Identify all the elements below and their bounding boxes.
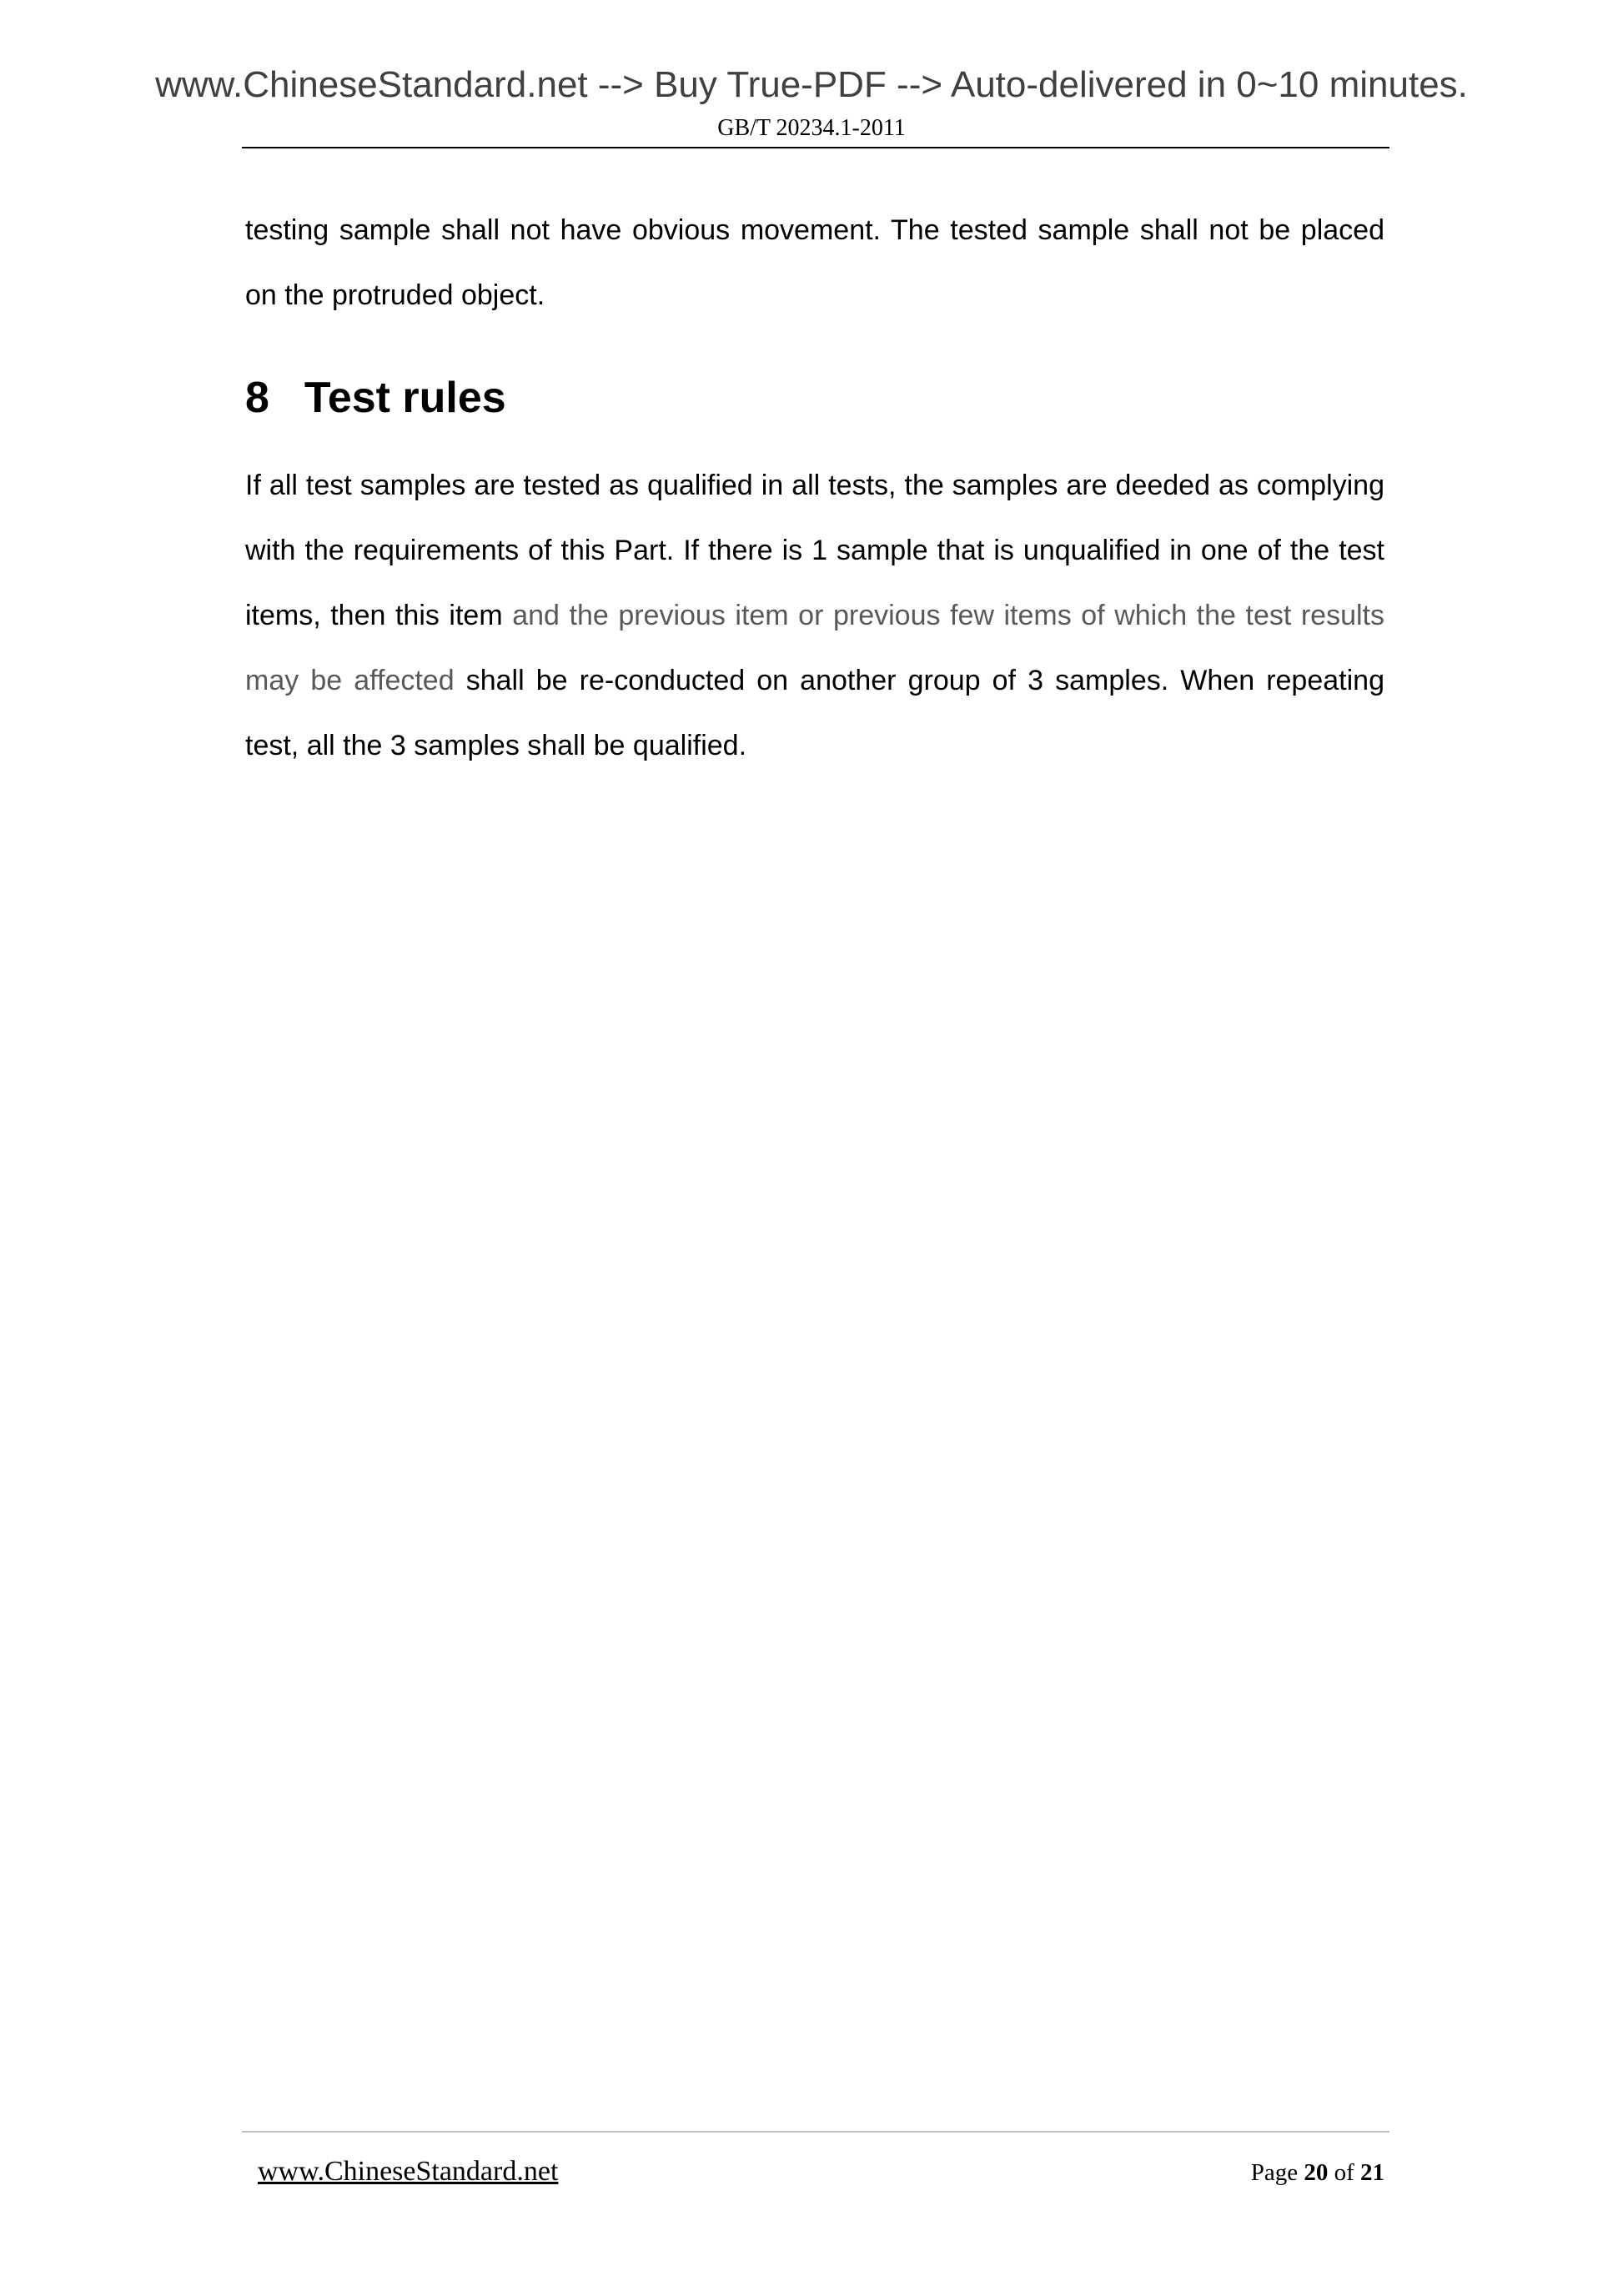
page-of: of <box>1334 2159 1354 2186</box>
header-banner: www.ChineseStandard.net --> Buy True-PDF --> Auto-delivered in 0~10 minutes. <box>155 64 1468 105</box>
paragraph-text-part3: shall be re-conducted on another group of 3 samples. When repeating test, all the 3 samples shall be qualified. <box>245 665 1384 761</box>
page-current: 20 <box>1304 2159 1329 2186</box>
header-divider <box>242 147 1389 148</box>
section-number: 8 <box>245 374 269 422</box>
section-title: Test rules <box>304 374 506 422</box>
paragraph-test-rules <box>245 453 1384 778</box>
paragraph-text-grey: and the previous item or previous few items of which the test results may be affected <box>245 600 1384 696</box>
page-label: Page <box>1250 2159 1299 2186</box>
page-number <box>1251 2157 1384 2188</box>
footer-website-link[interactable]: www.ChineseStandard.net <box>258 2156 559 2187</box>
paragraph-text-part1: If all test samples are tested as qualified in all tests, the samples are deeded as complying with the requirements of this Part. If there is 1 sample that is unqualified in one of the test items, then this item <box>245 470 1384 631</box>
section-heading <box>245 369 506 427</box>
standard-code: GB/T 20234.1-2011 <box>717 115 906 141</box>
page-total: 21 <box>1360 2159 1384 2186</box>
footer-divider <box>242 2131 1389 2133</box>
paragraph-continuation: testing sample shall not have obvious movement. The tested sample shall not be placed on the protruded object. <box>245 214 1384 311</box>
